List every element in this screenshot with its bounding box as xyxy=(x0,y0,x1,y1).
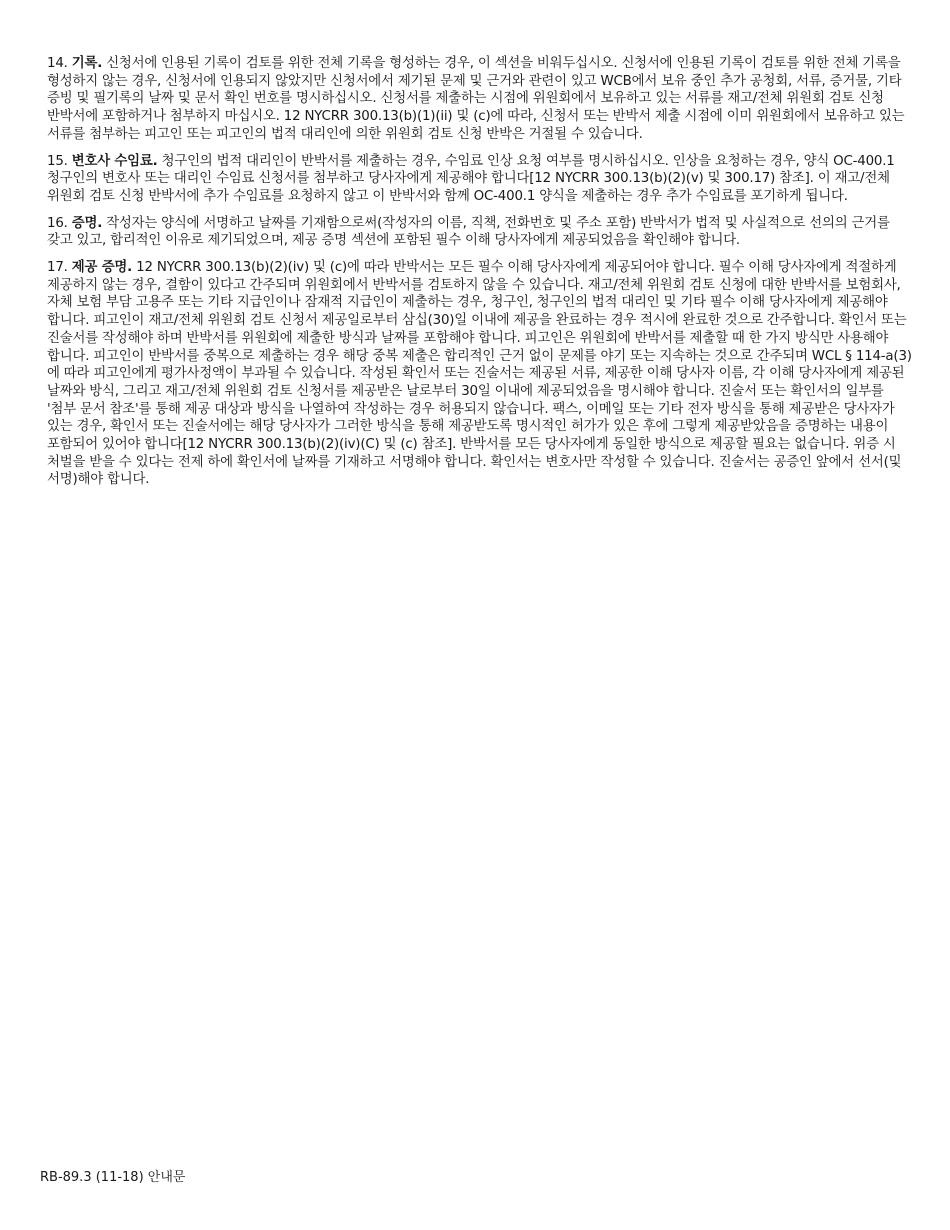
section-heading: 제공 증명. xyxy=(71,260,133,276)
section-body: 작성자는 양식에 서명하고 날짜를 기재함으로써(작성자의 이름, 직책, 전화번호 및 주소 포함) 반박서가 법적 및 사실적으로 선의의 근거를 갖고 있고, 합리적인 이유로 제기되었으며, 제공 증명 섹션에 포함된 필수 이해 당사자에게 제공되었음을 확인해야 합니다. xyxy=(47,215,890,249)
section-body: 신청서에 인용된 기록이 검토를 위한 전체 기록을 형성하는 경우, 이 섹션을 비워두십시오. 신청서에 인용된 기록이 검토를 위한 전체 기록을 형성하지 않는 경우, 신청서에 인용되지 않았지만 신청서에서 제기된 문제 및 근거와 관련이 있고 WCB에서 보유 중인 추가 공청회, 서류, 증거물, 기타 증빙 및 필기록의 날짜 및 문서 확인 번호를 명시하십시오. 신청서를 제출하는 시점에 위원회에서 보유하고 있는 서류를 재고/전체 위원회 검토 신청 반박서에 포함하거나 첨부하지 마십시오. 12 NYCRR 300.13(b)(1)(ii) 및 (c)에 따라, 신청서 또는 반박서 제출 시점에 이미 위원회에서 보유하고 있는 서류를 첨부하는 피고인 또는 피고인의 법적 대리인에 의한 위원회 검토 신청 반박은 거절될 수 있습니다. xyxy=(47,56,905,142)
section-14-records xyxy=(47,55,915,144)
section-body: 청구인의 법적 대리인이 반박서를 제출하는 경우, 수임료 인상 요청 여부를 명시하십시오. 인상을 요청하는 경우, 양식 OC-400.1 청구인의 변호사 또는 대리인 수임료 신청서를 첨부하고 당사자에게 제공해야 합니다[12 NYCRR 300.13(b)(2)(v) 및 300.17) 참조]. 이 재고/전체 위원회 검토 신청 반박서에 추가 수임료를 요청하지 않고 이 반박서와 함께 OC-400.1 양식을 제출하는 경우 추가 수임료를 포기하게 됩니다. xyxy=(47,153,895,204)
section-heading: 증명. xyxy=(71,215,103,231)
section-number: 16. xyxy=(47,215,68,231)
section-number: 14. xyxy=(47,56,68,71)
section-16-certification xyxy=(47,215,915,250)
section-15-attorney-fees xyxy=(47,153,915,206)
section-17-proof-of-service xyxy=(47,259,915,489)
section-body: 12 NYCRR 300.13(b)(2)(iv) 및 (c)에 따라 반박서는 모든 필수 이해 당사자에게 제공되어야 합니다. 필수 이해 당사자에게 적절하게 제공하지 않는 경우, 결함이 있다고 간주되며 위원회에서 반박서를 검토하지 않을 수 있습니다. 재고/전체 위원회 검토 신청에 대한 반박서를 보험회사, 자체 보험 부담 고용주 또는 기타 지급인이나 잠재적 지급인이 제출하는 경우, 청구인, 청구인의 법적 대리인 및 기타 필수 이해 당사자에게 제공해야 합니다. 피고인이 재고/전체 위원회 검토 신청서 제공일로부터 삼십(30)일 이내에 제공을 완료하는 경우 적시에 완료한 것으로 간주합니다. 확인서 또는 진술서를 작성해야 하며 반박서를 위원회에 제출한 방식과 날짜를 포함해야 합니다. 피고인은 위원회에 반박서를 제출할 때 한 가지 방식만 사용해야 합니다. 피고인이 반박서를 중복으로 제출하는 경우 해당 중복 제출은 합리적인 근거 없이 문제를 야기 또는 지속하는 것으로 간주되며 WCL § 114-a(3)에 따라 피고인에게 평가사정액이 부과될 수 있습니다. 작성된 확인서 또는 진술서는 제공된 서류, 제공한 이해 당사자 이름, 각 이해 당사자에게 제공된 날짜와 방식, 그리고 재고/전체 위원회 검토 신청서를 제공받은 날로부터 30일 이내에 제공되었음을 명시해야 합니다. 진술서 또는 확인서의 일부를 '첨부 문서 참조'를 통해 제공 대상과 방식을 나열하여 작성하는 경우 허용되지 않습니다. 팩스, 이메일 또는 기타 전자 방식을 통해 제공받은 당사자가 있는 경우, 확인서 또는 진술서에는 해당 당사자가 그러한 방식을 통해 제공받도록 명시적인 허가가 있은 후에 그렇게 제공받았음을 증명하는 내용이 포함되어 있어야 합니다[12 NYCRR 300.13(b)(2)(iv)(C) 및 (c) 참조]. 반박서를 모든 당사자에게 동일한 방식으로 제공할 필요는 없습니다. 위증 시 처벌을 받을 수 있다는 전제 하에 확인서에 날짜를 기재하고 서명해야 합니다. 확인서는 변호사만 작성할 수 있습니다. 진술서는 공증인 앞에서 선서(및 서명)해야 합니다. xyxy=(47,260,912,488)
instructions-body xyxy=(47,55,915,498)
section-heading: 변호사 수임료. xyxy=(71,153,158,169)
section-number: 15. xyxy=(47,153,68,169)
section-number: 17. xyxy=(47,260,68,276)
form-footer-id: RB-89.3 (11-18) 안내문 xyxy=(40,1170,186,1185)
section-heading: 기록. xyxy=(71,56,103,71)
